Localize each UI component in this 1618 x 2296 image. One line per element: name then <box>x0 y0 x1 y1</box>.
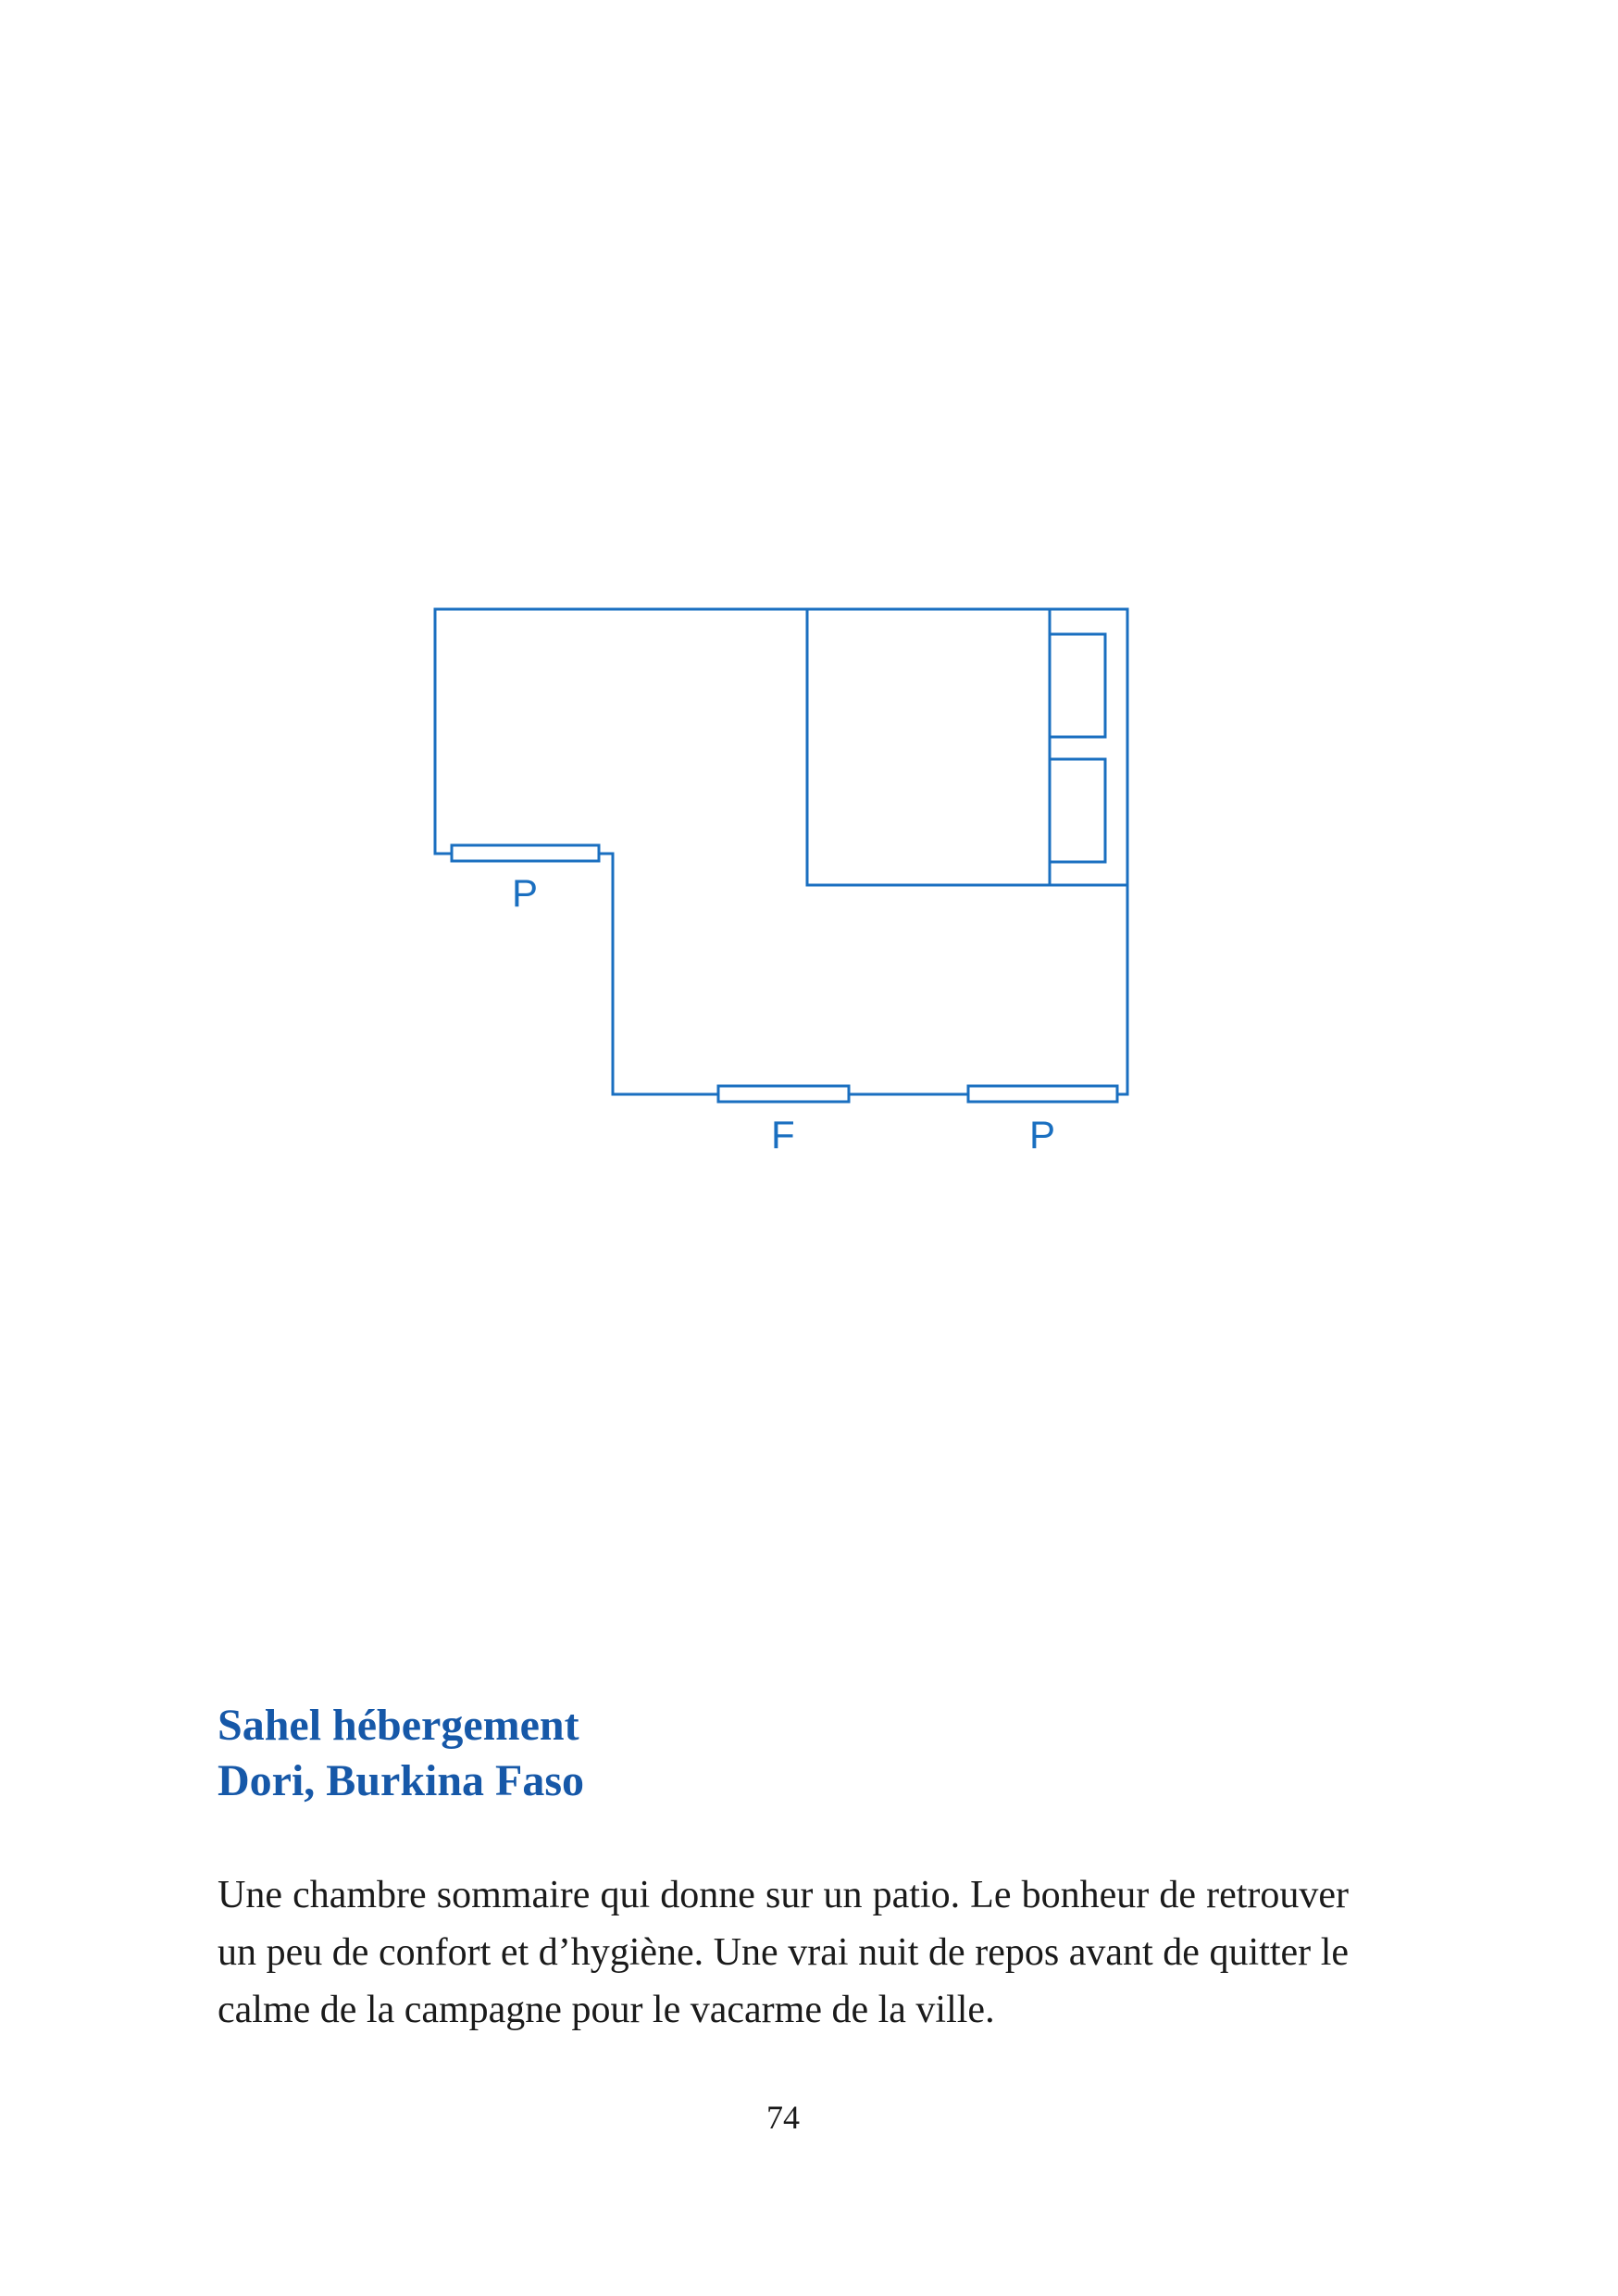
door-left-label: P <box>512 871 539 915</box>
window-bottom <box>718 1086 849 1102</box>
page-title: Sahel hébergement <box>218 1701 579 1750</box>
exterior-wall-lower <box>599 854 718 1094</box>
body-paragraph: Une chambre sommaire qui donne sur un patio. Le bonheur de retrouver un peu de confort et d’hygiène. Une vrai nuit de repos avant de quitter le calme de la campagne pour le vacarme de la ville. <box>218 1874 1349 2031</box>
bed <box>807 609 1050 885</box>
room-walls <box>435 609 1127 1102</box>
pillow <box>1050 634 1105 737</box>
page-subtitle: Dori, Burkina Faso <box>218 1756 585 1805</box>
pillow <box>1050 759 1105 862</box>
door-bottom-right <box>968 1086 1117 1102</box>
door-bottom-right-label: P <box>1029 1113 1056 1156</box>
exterior-wall <box>435 609 1127 1094</box>
door-left <box>452 845 599 861</box>
window-bottom-label: F <box>771 1113 795 1156</box>
page-number: 74 <box>766 2099 800 2136</box>
